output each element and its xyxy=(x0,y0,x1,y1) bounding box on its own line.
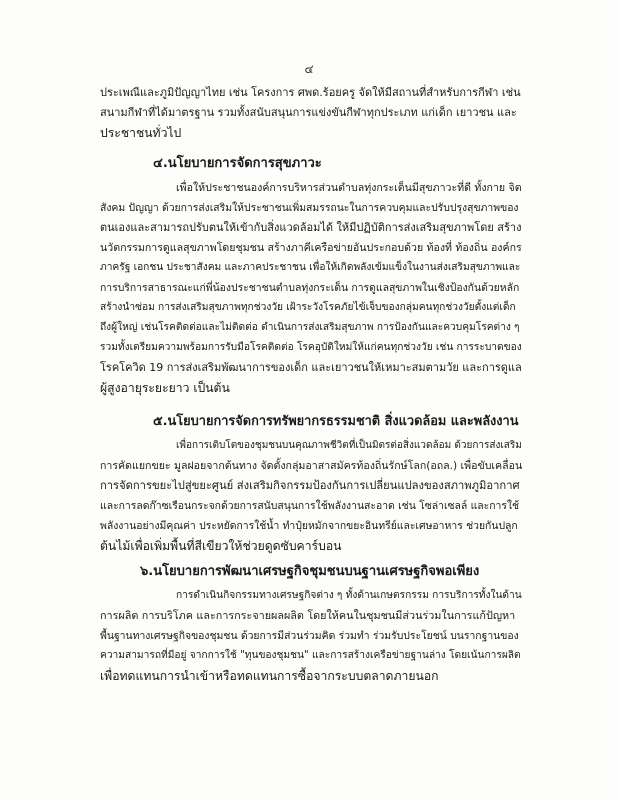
section-6-line-1: การดำเนินกิจกรรมทางเศรษฐกิจต่าง ๆ ทั้งด้านเกษตรกรรม การบริการทั้งในด้าน xyxy=(176,590,522,601)
section-4-line-4: นวัตกรรมการดูแลสุขภาพโดยชุมชน สร้างภาคีเครือข่ายอันประกอบด้วย ท้องที่ ท้องถิ่น องค์กร xyxy=(100,242,522,254)
section-4-line-7: สร้างนำซ่อม การส่งเสริมสุขภาพทุกช่วงวัย เฝ้าระวังโรคภัยไข้เจ็บของกลุ่มคนทุกช่วงวัยตั้งแต่เด็ก xyxy=(100,302,516,313)
section-5-line-3: การจัดการขยะไปสู่ขยะศูนย์ ส่งเสริมกิจกรรมป้องกันการเปลี่ยนแปลงของสภาพภูมิอากาศ xyxy=(100,479,520,492)
section-6-line-4: ความสามารถที่มีอยู่ จากการใช้ "ทุนของชุมชน" และการสร้างเครือข่ายฐานล่าง โดยเน้นการผลิต xyxy=(100,650,521,661)
section-4-line-9: รวมทั้งเตรียมความพร้อมการรับมือโรคติดต่อ โรคอุบัติใหม่ให้แก่คนทุกช่วงวัย เช่น การระบาดของ xyxy=(100,342,522,353)
section-heading-environment: ๕.นโยบายการจัดการทรัพยากรธรรมชาติ สิ่งแวดล้อม และพลังงาน xyxy=(153,414,519,429)
section-5-line-1: เพื่อการเติบโตของชุมชนบนคุณภาพชีวิตที่เป็นมิตรต่อสิ่งแวดล้อม ด้วยการส่งเสริม xyxy=(176,440,522,451)
section-6-line-3: พื้นฐานทางเศรษฐกิจของชุมชน ด้วยการมีส่วนร่วมคิด ร่วมทำ ร่วมรับประโยชน์ บนรากฐานของ xyxy=(100,630,519,642)
section-heading-economy: ๖.นโยบายการพัฒนาเศรษฐกิจชุมชนบนฐานเศรษฐกิจพอเพียง xyxy=(140,564,480,579)
intro-line-2: สนามกีฬาที่ได้มาตรฐาน รวมทั้งสนับสนุนการแข่งขันกีฬาทุกประเภท แก่เด็ก เยาวชน และ xyxy=(100,106,517,119)
section-4-line-2: สังคม ปัญญา ด้วยการส่งเสริมให้ประชาชนเพิ่มสมรรถนะในการควบคุมและปรับปรุงสุขภาพของ xyxy=(100,202,519,214)
section-6-line-2: การผลิต การบริโภค และการกระจายผลผลิต โดยให้คนในชุมชนมีส่วนร่วมในการแก้ปัญหา xyxy=(100,609,516,622)
section-heading-health: ๔.นโยบายการจัดการสุขภาวะ xyxy=(153,156,322,171)
section-5-line-4: และการลดก๊าซเรือนกระจกด้วยการสนับสนุนการใช้พลังงานสะอาด เช่น โซล่าเซลล์ และการใช้ xyxy=(100,500,520,512)
page-number: ๔ xyxy=(304,62,314,76)
intro-line-3: ประชาชนทั่วไป xyxy=(100,126,182,140)
section-6-line-5: เพื่อทดแทนการนำเข้าหรือทดแทนการซื้อจากระบบตลาดภายนอก xyxy=(100,669,439,683)
section-4-line-10: โรคโควิด 19 การส่งเสริมพัฒนาการของเด็ก และเยาวชนให้เหมาะสมตามวัย และการดูแล xyxy=(100,361,522,374)
section-4-line-6: การบริการสาธารณะแก่พี่น้องประชาชนตำบลทุ่งกระเต็น การดูแลสุขภาพในเชิงป้องกันด้วยหลัก xyxy=(100,282,520,294)
section-5-line-6: ต้นไม้เพื่อเพิ่มพื้นที่สีเขียวให้ช่วยดูดซับคาร์บอน xyxy=(100,539,342,553)
section-4-line-5: ภาครัฐ เอกชน ประชาสังคม และภาคประชาชน เพื่อให้เกิดพลังเข้มแข็งในงานส่งเสริมสุขภาพและ xyxy=(100,262,521,273)
section-5-line-2: การคัดแยกขยะ มูลฝอยจากต้นทาง จัดตั้งกลุ่มอาสาสมัครท้องถิ่นรักษ์โลก(อถล.) เพื่อขับเคลื่อน xyxy=(100,460,523,472)
section-4-line-1: เพื่อให้ประชาชนองค์การบริหารส่วนตำบลทุ่งกระเต็นมีสุขภาวะที่ดี ทั้งกาย จิต xyxy=(176,182,522,194)
section-4-line-11: ผู้สูงอายุระยะยาว เป็นต้น xyxy=(100,381,230,395)
section-4-line-8: ถึงผู้ใหญ่ เช่นโรคติดต่อและไม่ติดต่อ ดำเนินการส่งเสริมสุขภาพ การป้องกันและควบคุมโรคต่าง ๆ xyxy=(100,322,520,333)
section-4-line-3: ตนเองและสามารถปรับตนให้เข้ากับสิ่งแวดล้อมได้ ให้มีปฏิบัติการส่งเสริมสุขภาพโดย สร้าง xyxy=(100,221,522,234)
intro-line-1: ประเพณีและภูมิปัญญาไทย เช่น โครงการ ศพด.ร้อยครู จัดให้มีสถานที่สำหรับการกีฬา เช่น xyxy=(100,86,521,99)
section-5-line-5: พลังงานอย่างมีคุณค่า ประหยัดการใช้น้ำ ทำปุ๋ยหมักจากขยะอินทรีย์และเศษอาหาร ช่วยกันปลูก xyxy=(100,520,518,532)
